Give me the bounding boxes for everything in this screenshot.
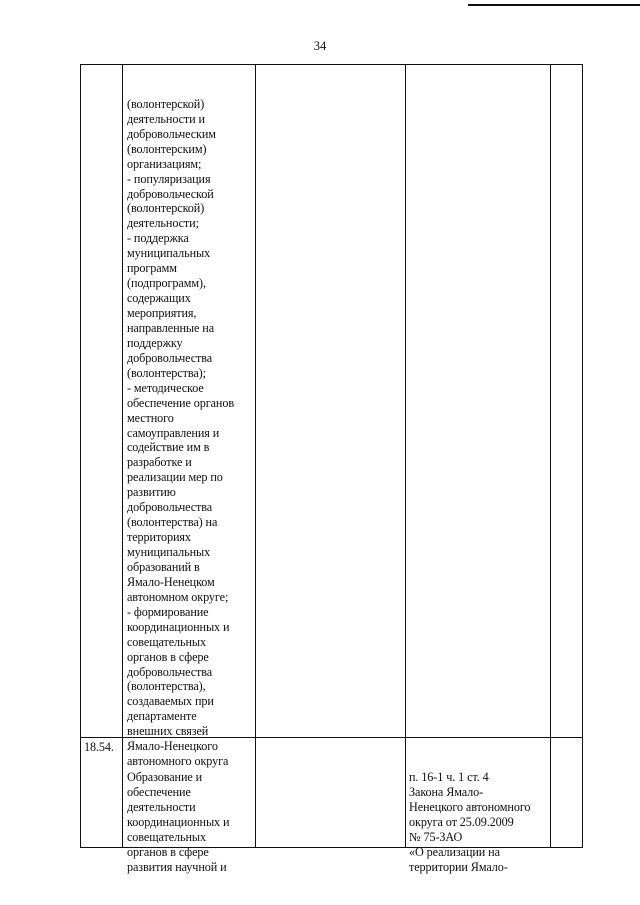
text-line: развитию: [127, 485, 176, 500]
text-line: Образование и: [127, 769, 203, 784]
text-line: муниципальных: [127, 246, 211, 261]
text-line: обеспечение: [127, 784, 191, 799]
document-table: [80, 64, 583, 874]
text-line: координационных и: [127, 619, 230, 634]
table-border-top: [80, 64, 583, 65]
text-line: (волонтерства) на: [127, 515, 218, 530]
table-border-left: [80, 64, 81, 848]
text-line: содействие им в: [127, 440, 210, 455]
text-line: образований в: [127, 559, 200, 574]
text-line: органов в сфере: [127, 649, 209, 664]
text-line: поддержку: [127, 335, 183, 350]
table-border-right: [582, 64, 583, 848]
text-line: местного: [127, 410, 174, 425]
text-line: развития научной и: [127, 859, 227, 874]
text-line: реализации мер по: [127, 470, 223, 485]
text-line: добровольчества: [127, 500, 213, 515]
text-line: (волонтерской): [127, 96, 205, 111]
row-1-content-cell: [127, 67, 234, 799]
text-line: (волонтерской): [127, 201, 205, 216]
text-line: создаваемых при: [127, 694, 214, 709]
text-line: самоуправления и: [127, 425, 220, 440]
text-line: программ: [127, 261, 177, 276]
text-line: координационных и: [127, 814, 230, 829]
text-line: - популяризация: [127, 171, 211, 186]
text-line: деятельности и: [127, 111, 205, 126]
row-2-content-cell: [127, 740, 229, 904]
text-line: добровольчества: [127, 664, 213, 679]
text-line: организациям;: [127, 156, 202, 171]
text-line: округа от 25.09.2009: [409, 814, 514, 829]
column-divider-3: [405, 64, 406, 848]
row-2-content-lines: [127, 770, 229, 875]
text-line: направленные на: [127, 320, 215, 335]
text-line: (подпрограмм),: [127, 276, 206, 291]
text-line: автономном округе;: [127, 589, 229, 604]
text-line: - поддержка: [127, 231, 189, 246]
text-line: деятельности;: [127, 216, 199, 231]
text-line: территориях: [127, 530, 191, 545]
text-line: совещательных: [127, 634, 206, 649]
column-divider-1: [122, 64, 123, 848]
column-divider-2: [255, 64, 256, 848]
text-line: внешних связей: [127, 724, 209, 739]
text-line: муниципальных: [127, 545, 211, 560]
text-line: департаменте: [127, 709, 197, 724]
text-line: деятельности: [127, 799, 196, 814]
text-line: Ямало-Ненецком: [127, 574, 215, 589]
text-line: содержащих: [127, 291, 191, 306]
text-line: территории Ямало-: [409, 859, 508, 874]
text-line: добровольческой: [127, 186, 214, 201]
text-line: обеспечение органов: [127, 395, 234, 410]
row-2-number-cell: 18.54.: [84, 740, 114, 754]
text-line: мероприятия,: [127, 306, 197, 321]
text-line: добровольчества: [127, 350, 213, 365]
text-line: совещательных: [127, 829, 206, 844]
row-1-content-lines: [127, 97, 234, 769]
text-line: - формирование: [127, 604, 209, 619]
text-line: (волонтерства);: [127, 365, 206, 380]
text-line: органов в сфере: [127, 844, 209, 859]
text-line: «О реализации на: [409, 844, 500, 859]
text-line: п. 16-1 ч. 1 ст. 4: [409, 769, 489, 784]
row-2-basis-lines: [409, 770, 530, 875]
text-line: Ненецкого автономного: [409, 799, 531, 814]
text-line: Ямало-Ненецкого: [127, 739, 218, 754]
text-line: автономного округа: [127, 754, 229, 769]
row-2-basis-cell: [409, 740, 530, 904]
text-line: (волонтерства),: [127, 679, 206, 694]
page-number: 34: [313, 39, 327, 53]
text-line: разработке и: [127, 455, 192, 470]
text-line: Закона Ямало-: [409, 784, 484, 799]
text-line: (волонтерским): [127, 141, 207, 156]
text-line: - методическое: [127, 380, 204, 395]
column-divider-4: [550, 64, 551, 848]
top-edge-rule: [468, 4, 640, 6]
text-line: добровольческим: [127, 126, 216, 141]
text-line: № 75-ЗАО: [409, 829, 463, 844]
